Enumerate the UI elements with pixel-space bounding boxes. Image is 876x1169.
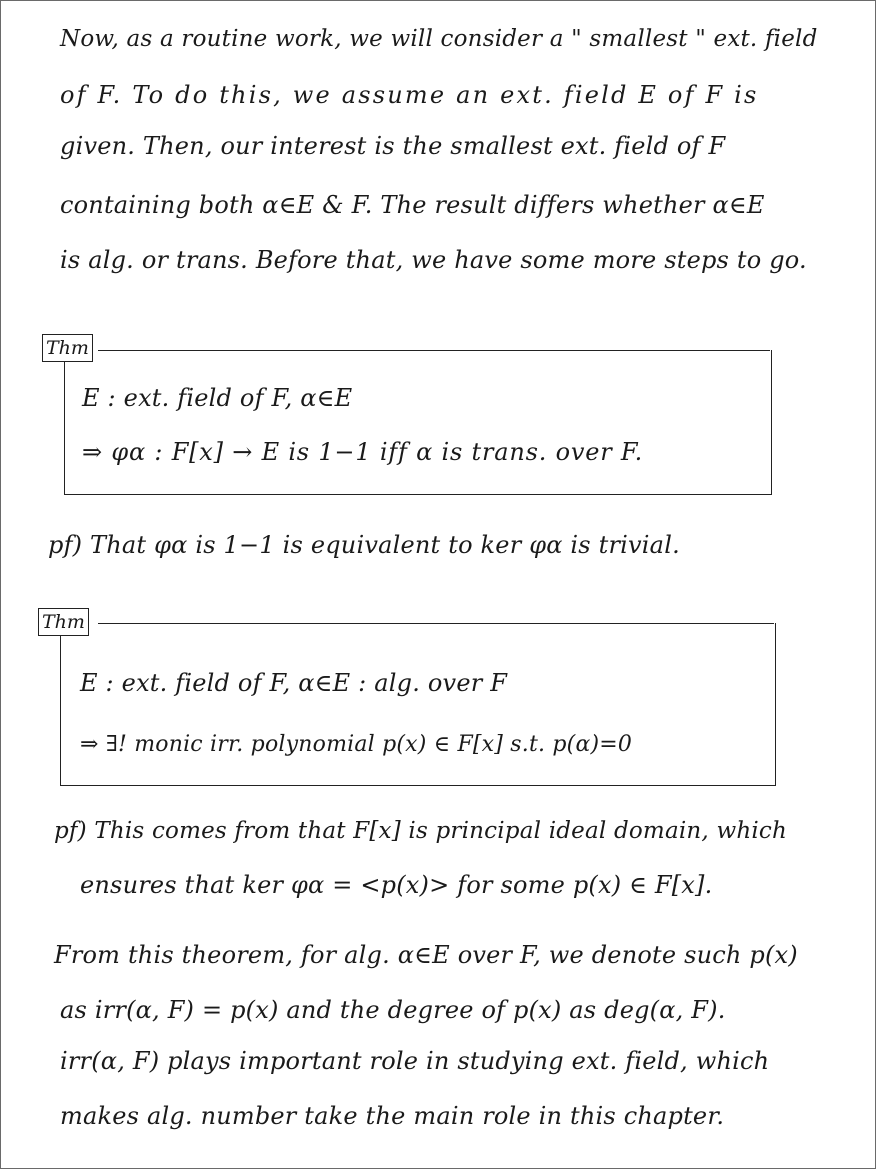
theorem-1-tag: Thm [42,334,93,362]
theorem-2-tag: Thm [38,608,89,636]
intro-line-5: is alg. or trans. Before that, we have some more steps to go. [60,246,807,274]
intro-line-1: Now, as a routine work, we will consider a " smallest " ext. field [60,26,818,52]
theorem-1-line-1: E : ext. field of F, α∈E [82,384,353,412]
theorem-1-box [64,350,772,495]
intro-line-2: of F. To do this, we assume an ext. field E of F is [60,81,759,109]
closing-line-4: makes alg. number take the main role in this chapter. [60,1102,725,1130]
closing-line-3: irr(α, F) plays important role in studying ext. field, which [60,1047,770,1075]
closing-line-2: as irr(α, F) = p(x) and the degree of p(x) as deg(α, F). [60,996,726,1024]
theorem-2-line-1: E : ext. field of F, α∈E : alg. over F [80,669,508,697]
intro-line-3: given. Then, our interest is the smallest ext. field of F [60,132,726,160]
theorem-1-line-2: ⇒ φα : F[x] → E is 1−1 iff α is trans. over F. [82,438,644,466]
intro-line-4: containing both α∈E & F. The result differs whether α∈E [60,191,765,219]
proof-2-line-2: ensures that ker φα = <p(x)> for some p(x) ∈ F[x]. [80,871,713,899]
proof-1: pf) That φα is 1−1 is equivalent to ker φα is trivial. [48,531,680,559]
proof-2-line-1: pf) This comes from that F[x] is principal ideal domain, which [54,818,787,844]
theorem-2-box [60,623,776,786]
theorem-2-line-2: ⇒ ∃! monic irr. polynomial p(x) ∈ F[x] s.t. p(α)=0 [80,732,633,757]
closing-line-1: From this theorem, for alg. α∈E over F, we denote such p(x) [54,941,798,969]
